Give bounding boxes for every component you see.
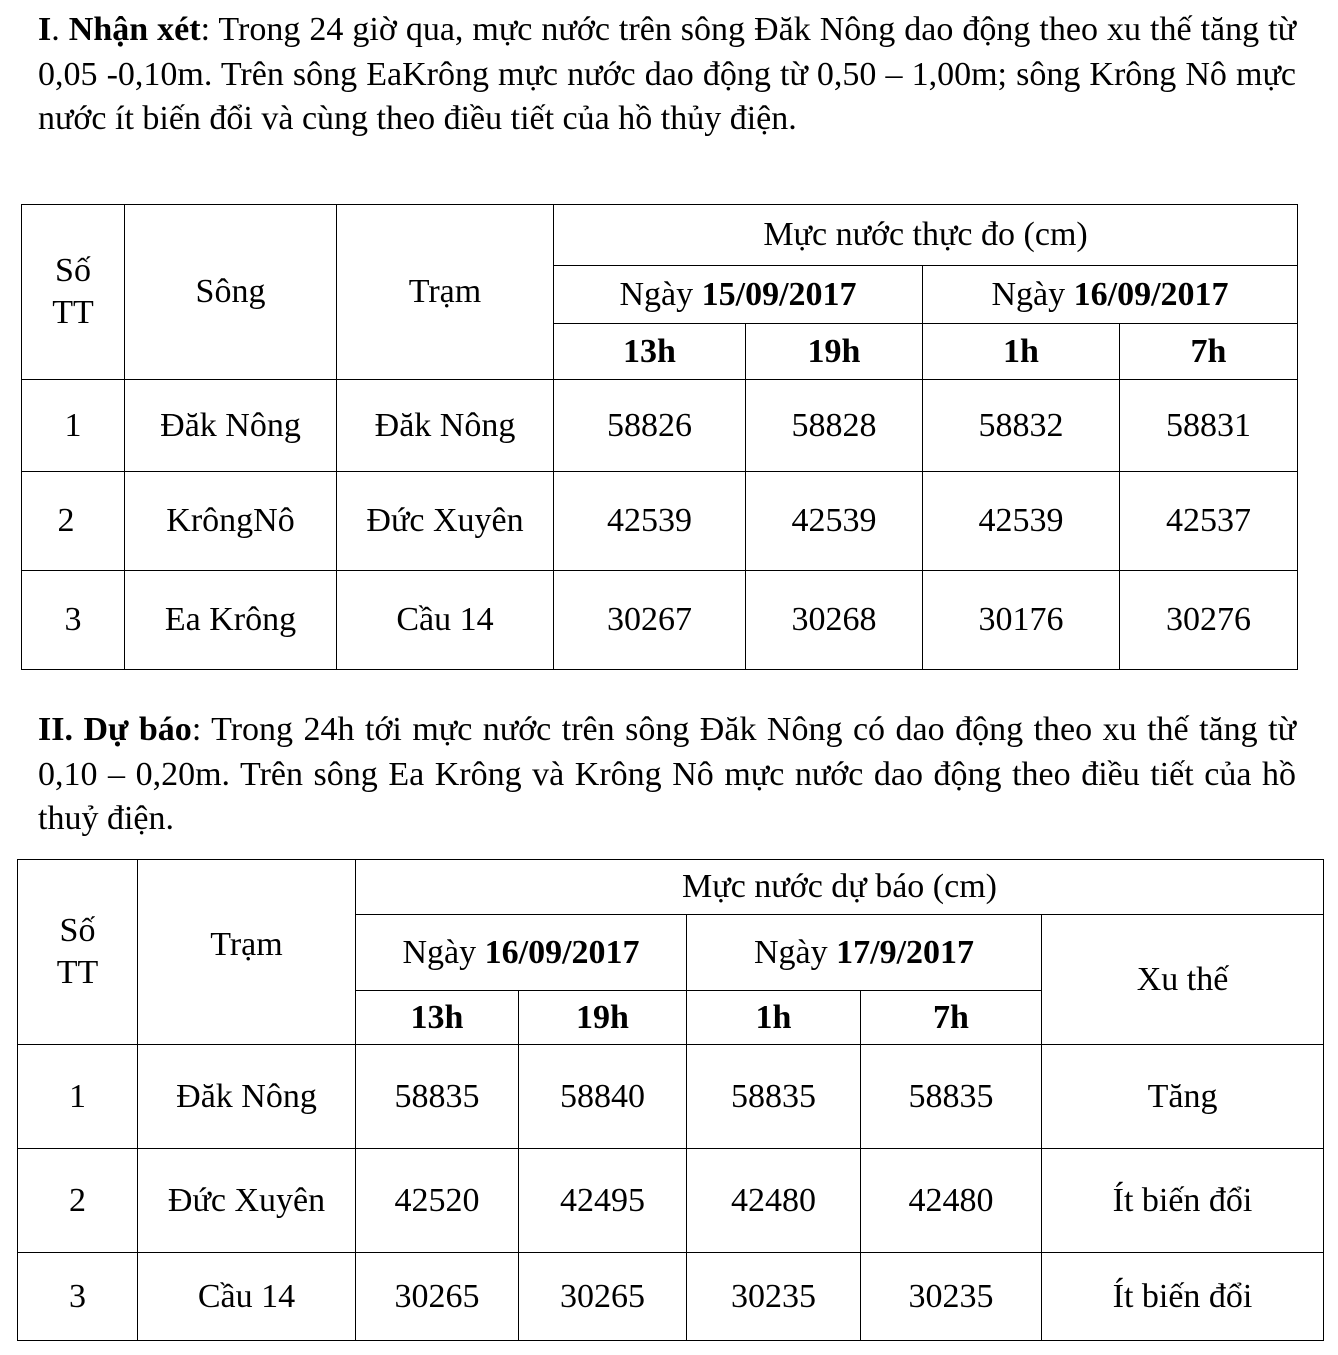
header-hour: 13h (356, 991, 519, 1045)
cell-stt: 3 (22, 571, 125, 670)
cell-value: 58832 (923, 380, 1120, 472)
header-station: Trạm (337, 205, 554, 380)
header-stt: Số TT (18, 860, 138, 1045)
section1-text: : Trong 24 giờ qua, mực nước trên sông Đăk Nông dao động theo xu thế tăng từ 0,05 -0,10m. Trên sông EaKrông mực nước dao động từ 0,50 – 1,00m; sông Krông Nô mực nước ít biến đổi và cùng theo điều tiết của hồ thủy điện. (38, 11, 1296, 137)
section1-heading: Nhận xét (68, 11, 201, 48)
cell-station: Cầu 14 (337, 571, 554, 670)
cell-value: 58831 (1120, 380, 1298, 472)
cell-value: 30235 (687, 1253, 861, 1341)
cell-station: Đức Xuyên (138, 1149, 356, 1253)
header-station: Trạm (138, 860, 356, 1045)
header-day-1: Ngày 15/09/2017 (554, 266, 923, 324)
header-hour: 13h (554, 324, 746, 380)
table-row (22, 472, 1298, 571)
observation-paragraph: I. Nhận xét: Trong 24 giờ qua, mực nước trên sông Đăk Nông dao động theo xu thế tăng từ 0,05 -0,10m. Trên sông EaKrông mực nước dao động từ 0,50 – 1,00m; sông Krông Nô mực nước ít biến đổi và cùng theo điều tiết của hồ thủy điện. (38, 11, 1296, 137)
cell-value: 42539 (923, 472, 1120, 571)
header-hour: 19h (519, 991, 687, 1045)
header-hour: 7h (861, 991, 1042, 1045)
header-stt: Số TT (22, 205, 125, 380)
cell-stt: 2 (18, 1149, 138, 1253)
cell-value: 58828 (746, 380, 923, 472)
header-hour: 19h (746, 324, 923, 380)
observed-water-level-table (21, 204, 1298, 670)
cell-station: Đăk Nông (337, 380, 554, 472)
cell-value: 42480 (861, 1149, 1042, 1253)
cell-value: 42537 (1120, 472, 1298, 571)
table-row (18, 1045, 1324, 1149)
table-row (22, 380, 1298, 472)
section2-numeral: II. (38, 711, 73, 748)
cell-value: 42539 (746, 472, 923, 571)
header-hour: 1h (923, 324, 1120, 380)
cell-river: KrôngNô (125, 472, 337, 571)
header-day-2: Ngày 16/09/2017 (923, 266, 1298, 324)
cell-value: 42480 (687, 1149, 861, 1253)
cell-value: 30235 (861, 1253, 1042, 1341)
cell-stt: 3 (18, 1253, 138, 1341)
forecast-paragraph (38, 708, 1296, 842)
cell-river: Đăk Nông (125, 380, 337, 472)
cell-value: 58840 (519, 1045, 687, 1149)
cell-value: 42495 (519, 1149, 687, 1253)
cell-value: 30267 (554, 571, 746, 670)
forecast-water-level-table (17, 859, 1324, 1341)
cell-value: 58835 (356, 1045, 519, 1149)
header-day-1: Ngày 16/09/2017 (356, 915, 687, 991)
header-hour: 7h (1120, 324, 1298, 380)
cell-value: 42539 (554, 472, 746, 571)
header-forecast-level: Mực nước dự báo (cm) (356, 860, 1324, 915)
cell-value: 58826 (554, 380, 746, 472)
cell-river: Ea Krông (125, 571, 337, 670)
cell-trend: Ít biến đổi (1042, 1149, 1324, 1253)
cell-station: Cầu 14 (138, 1253, 356, 1341)
cell-value: 30268 (746, 571, 923, 670)
cell-value: 30265 (356, 1253, 519, 1341)
section2-heading: Dự báo (83, 711, 192, 748)
cell-station: Đăk Nông (138, 1045, 356, 1149)
cell-stt: 1 (22, 380, 125, 472)
table-row (22, 571, 1298, 670)
cell-value: 58835 (861, 1045, 1042, 1149)
cell-value: 30265 (519, 1253, 687, 1341)
cell-value: 30276 (1120, 571, 1298, 670)
header-trend: Xu thế (1042, 915, 1324, 1045)
header-observed-level: Mực nước thực đo (cm) (554, 205, 1298, 266)
table-row (18, 1149, 1324, 1253)
cell-stt: 1 (18, 1045, 138, 1149)
cell-value: 58835 (687, 1045, 861, 1149)
cell-station: Đức Xuyên (337, 472, 554, 571)
section2-text: : Trong 24h tới mực nước trên sông Đăk Nông có dao động theo xu thế tăng từ 0,10 – 0,20m. Trên sông Ea Krông và Krông Nô mực nước dao động theo điều tiết của hồ thuỷ điện. (38, 711, 1296, 837)
header-day-2: Ngày 17/9/2017 (687, 915, 1042, 991)
section1-numeral: I (38, 11, 52, 48)
header-river: Sông (125, 205, 337, 380)
cell-trend: Ít biến đổi (1042, 1253, 1324, 1341)
cell-trend: Tăng (1042, 1045, 1324, 1149)
cell-stt: 2 (22, 472, 125, 571)
cell-value: 42520 (356, 1149, 519, 1253)
header-hour: 1h (687, 991, 861, 1045)
cell-value: 30176 (923, 571, 1120, 670)
table-row (18, 1253, 1324, 1341)
